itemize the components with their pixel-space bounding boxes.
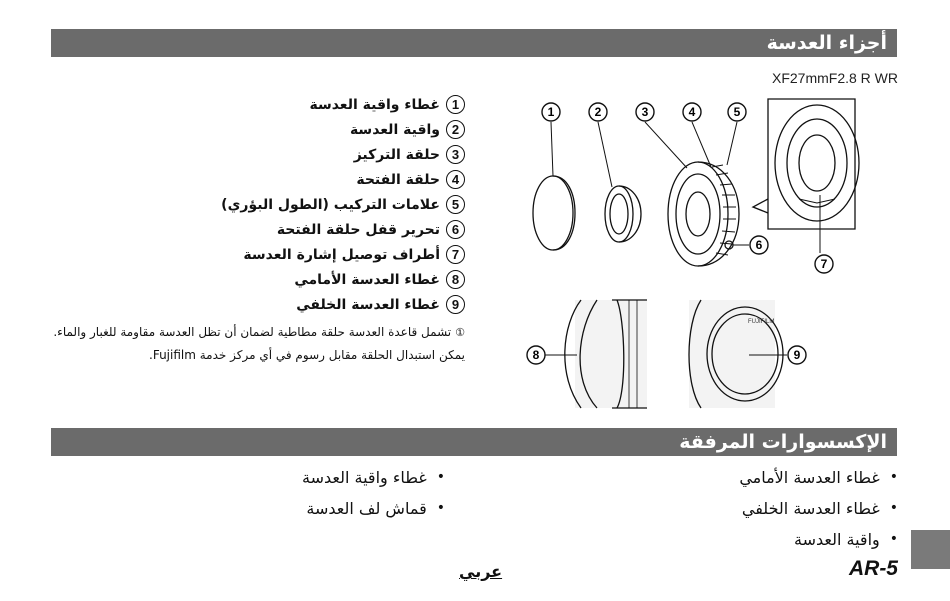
hood-cap-rim — [553, 176, 575, 250]
part-item — [45, 142, 465, 167]
note — [25, 321, 465, 366]
note-line — [25, 321, 465, 344]
section-header-accessories — [51, 428, 897, 456]
mount-glass — [799, 135, 835, 191]
accessory-label: قماش لف العدسة — [306, 499, 427, 518]
accessory-label: واقية العدسة — [794, 530, 880, 549]
part-label: غطاء واقية العدسة — [309, 96, 440, 113]
note-mark-icon: ① — [455, 326, 465, 339]
accessories-list-left — [302, 462, 445, 524]
bullet-icon: • — [436, 500, 445, 516]
part-label: واقية العدسة — [349, 121, 440, 138]
front-cap-photo — [575, 300, 647, 408]
parts-list — [45, 92, 465, 317]
callout-8 — [527, 346, 545, 364]
note-line — [25, 344, 465, 366]
part-item — [45, 217, 465, 242]
accessory-item — [739, 524, 898, 555]
callout-6 — [750, 236, 768, 254]
section-title: أجزاء العدسة — [766, 32, 887, 54]
footer-language: عربي — [459, 562, 503, 581]
callout-3 — [636, 103, 654, 121]
part-number: 1 — [446, 95, 465, 114]
note-text: يمكن استبدال الحلقة مقابل رسوم في أي مركز خدمة Fujifilm. — [149, 348, 465, 362]
callout-7 — [815, 255, 833, 273]
callout-2 — [589, 103, 607, 121]
callout-label: 3 — [641, 105, 649, 119]
accessory-item — [302, 462, 445, 493]
part-item — [45, 242, 465, 267]
part-label: غطاء العدسة الخلفي — [296, 296, 440, 313]
page-number: AR-5 — [848, 557, 898, 580]
part-number: 7 — [446, 245, 465, 264]
bullet-icon: • — [889, 500, 898, 516]
part-label: حلقة الفتحة — [356, 171, 440, 188]
part-number: 4 — [446, 170, 465, 189]
part-number: 5 — [446, 195, 465, 214]
lens-parts-diagram — [517, 95, 862, 415]
callout-4 — [683, 103, 701, 121]
callout-label: 5 — [733, 105, 741, 119]
accessories-list-right — [739, 462, 898, 555]
callout-label: 7 — [820, 257, 828, 271]
callout-label: 2 — [594, 105, 602, 119]
part-item — [45, 117, 465, 142]
callout-1 — [542, 103, 560, 121]
rear-cap-photo — [689, 300, 775, 408]
part-label: علامات التركيب (الطول البؤري) — [221, 196, 440, 213]
mount-inset-pointer — [753, 199, 768, 213]
callout-label: 1 — [547, 105, 555, 119]
part-number: 9 — [446, 295, 465, 314]
part-item — [45, 192, 465, 217]
lens-front-inner — [676, 174, 720, 254]
part-label: أطراف توصيل إشارة العدسة — [243, 246, 440, 263]
section-title: الإكسسوارات المرفقة — [679, 431, 887, 453]
part-item — [45, 267, 465, 292]
part-item — [45, 92, 465, 117]
callout-label: 9 — [793, 348, 801, 362]
accessory-item — [302, 493, 445, 524]
bullet-icon: • — [889, 469, 898, 485]
callout-label: 8 — [532, 348, 540, 362]
lens-model: XF27mmF2.8 R WR — [771, 70, 898, 86]
hood-cap-shape — [533, 176, 573, 250]
hood-rim — [619, 186, 641, 242]
bullet-icon: • — [889, 531, 898, 547]
hood-inner-shape — [610, 194, 628, 234]
lens-barrel-edge — [698, 162, 739, 266]
callout-9 — [788, 346, 806, 364]
part-item — [45, 167, 465, 192]
part-number: 8 — [446, 270, 465, 289]
accessory-label: غطاء واقية العدسة — [302, 468, 427, 487]
accessory-label: غطاء العدسة الخلفي — [741, 499, 880, 518]
part-number: 3 — [446, 145, 465, 164]
mount-inner — [787, 119, 847, 207]
part-label: تحرير قفل حلقة الفتحة — [276, 221, 440, 238]
accessory-item — [739, 462, 898, 493]
part-number: 2 — [446, 120, 465, 139]
accessory-label: غطاء العدسة الأمامي — [739, 468, 880, 487]
lens-front-shape — [668, 162, 728, 266]
section-header-lens-parts — [51, 29, 897, 57]
part-item — [45, 292, 465, 317]
callout-label: 4 — [688, 105, 696, 119]
lens-glass — [686, 192, 710, 236]
bullet-icon: • — [436, 469, 445, 485]
part-label: حلقة التركيز — [353, 146, 440, 163]
note-text: تشمل قاعدة العدسة حلقة مطاطية لضمان أن تظل العدسة مقاومة للغبار والماء. — [53, 325, 452, 339]
callout-5 — [728, 103, 746, 121]
language-side-tab — [911, 530, 950, 569]
callout-label: 6 — [755, 238, 763, 252]
accessory-item — [739, 493, 898, 524]
part-number: 6 — [446, 220, 465, 239]
part-label: غطاء العدسة الأمامي — [294, 271, 440, 288]
rear-cap-brand: FUJIFILM — [748, 319, 775, 325]
